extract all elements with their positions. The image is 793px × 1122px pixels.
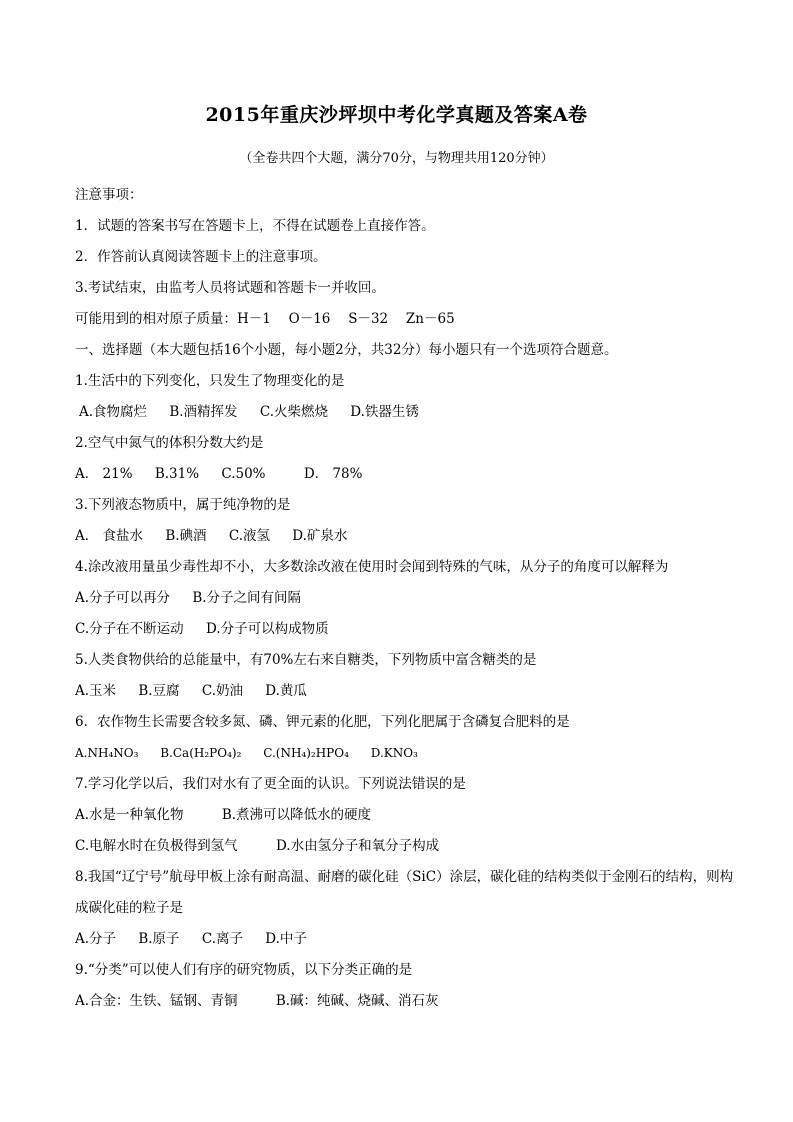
option: D.黄瓜: [265, 683, 307, 699]
option: A.食物腐烂: [79, 404, 148, 420]
section-heading: 一、选择题（本大题包括16个小题，每小题2分，共32分）每小题只有一个选项符合题意。: [75, 342, 618, 358]
question-options: [75, 397, 735, 428]
question-options: [75, 459, 735, 490]
question-stem: 4.涂改液用量虽少毒性却不小，大多数涂改液在使用时会闻到特殊的气味，从分子的角度可以解释为: [75, 559, 669, 575]
question-stem: 2.空气中氮气的体积分数大约是: [75, 435, 264, 451]
option: B.碘酒: [165, 528, 207, 544]
question-options: [75, 924, 735, 955]
question-options: [75, 738, 735, 769]
option: A.玉米: [75, 683, 117, 699]
option: A.合金：生铁、锰钢、青铜: [75, 993, 238, 1009]
option: C.(NH₄)₂HPO₄: [263, 746, 349, 760]
question-stem: 7.学习化学以后，我们对水有了更全面的认识。下列说法错误的是: [75, 776, 466, 792]
question-stem: 5.人类食物供给的总能量中，有70%左右来自糖类，下列物质中富含糖类的是: [75, 652, 537, 668]
option: B.煮沸可以降低水的硬度: [221, 807, 372, 823]
option: A.NH₄NO₃: [75, 746, 139, 760]
option: C.电解水时在负极得到氢气: [75, 838, 238, 854]
exam-subtitle: （全卷共四个大题，满分70分，与物理共用120分钟）: [239, 151, 554, 166]
option: D． 78%: [303, 466, 363, 482]
option: C.分子在不断运动: [75, 621, 184, 637]
option: C.奶油: [201, 683, 243, 699]
page-title: 2015年重庆沙坪坝中考化学真题及答案A卷: [205, 104, 588, 126]
question-stem: 1.生活中的下列变化，只发生了物理变化的是: [75, 373, 345, 389]
option: B.分子之间有间隔: [192, 590, 302, 606]
option: C.离子: [201, 931, 243, 947]
question-options: [75, 676, 735, 707]
option: D.水由氢分子和氧分子构成: [275, 838, 440, 854]
notice-item: 3.考试结束，由监考人员将试题和答题卡一并收回。: [75, 280, 385, 296]
option: A.分子: [75, 931, 117, 947]
notice-item: 1．试题的答案书写在答题卡上，不得在试题卷上直接作答。: [75, 218, 435, 234]
option: B.碱：纯碱、烧碱、消石灰: [275, 993, 439, 1009]
option: B.Ca(H₂PO₄)₂: [160, 746, 242, 760]
option: D.KNO₃: [370, 746, 418, 760]
question-options: [75, 986, 735, 1017]
option: B.31%: [154, 466, 200, 482]
notice-item: 2．作答前认真阅读答题卡上的注意事项。: [75, 249, 327, 265]
option: D.分子可以构成物质: [205, 621, 329, 637]
question-stem: 8.我国“辽宁号”航母甲板上涂有耐高温、耐磨的碳化硅（SiC）涂层，碳化硅的结构类似于金刚石的结构，则构成碳化硅的粒子是: [75, 869, 734, 916]
question-options: [75, 521, 735, 552]
option: B.原子: [138, 931, 180, 947]
question-stem: 3.下列液态物质中，属于纯净物的是: [75, 497, 291, 513]
option: D.中子: [265, 931, 307, 947]
option: D.铁器生锈: [350, 404, 419, 420]
question-options: [75, 583, 735, 614]
option: C.火柴燃烧: [259, 404, 328, 420]
question-options: [75, 614, 735, 645]
exam-content: [75, 180, 735, 1017]
question-options: [75, 831, 735, 862]
option: B.豆腐: [138, 683, 180, 699]
option: A.水是一种氧化物: [75, 807, 184, 823]
question-stem: 9.“分类”可以使人们有序的研究物质，以下分类正确的是: [75, 962, 413, 978]
option: A． 食盐水: [75, 528, 144, 544]
option: D.矿泉水: [292, 528, 348, 544]
option: A． 21%: [75, 466, 133, 482]
notice-heading: 注意事项：: [75, 187, 143, 203]
question-stem: 6．农作物生长需要含较多氮、磷、钾元素的化肥，下列化肥属于含磷复合肥料的是: [75, 714, 570, 730]
option: A.分子可以再分: [75, 590, 171, 606]
option: C.液氢: [228, 528, 270, 544]
atomic-masses: 可能用到的相对原子质量：H－1 O－16 S－32 Zn－65: [75, 311, 455, 327]
question-options: [75, 800, 735, 831]
option: B.酒精挥发: [169, 404, 238, 420]
option: C.50%: [221, 466, 266, 482]
